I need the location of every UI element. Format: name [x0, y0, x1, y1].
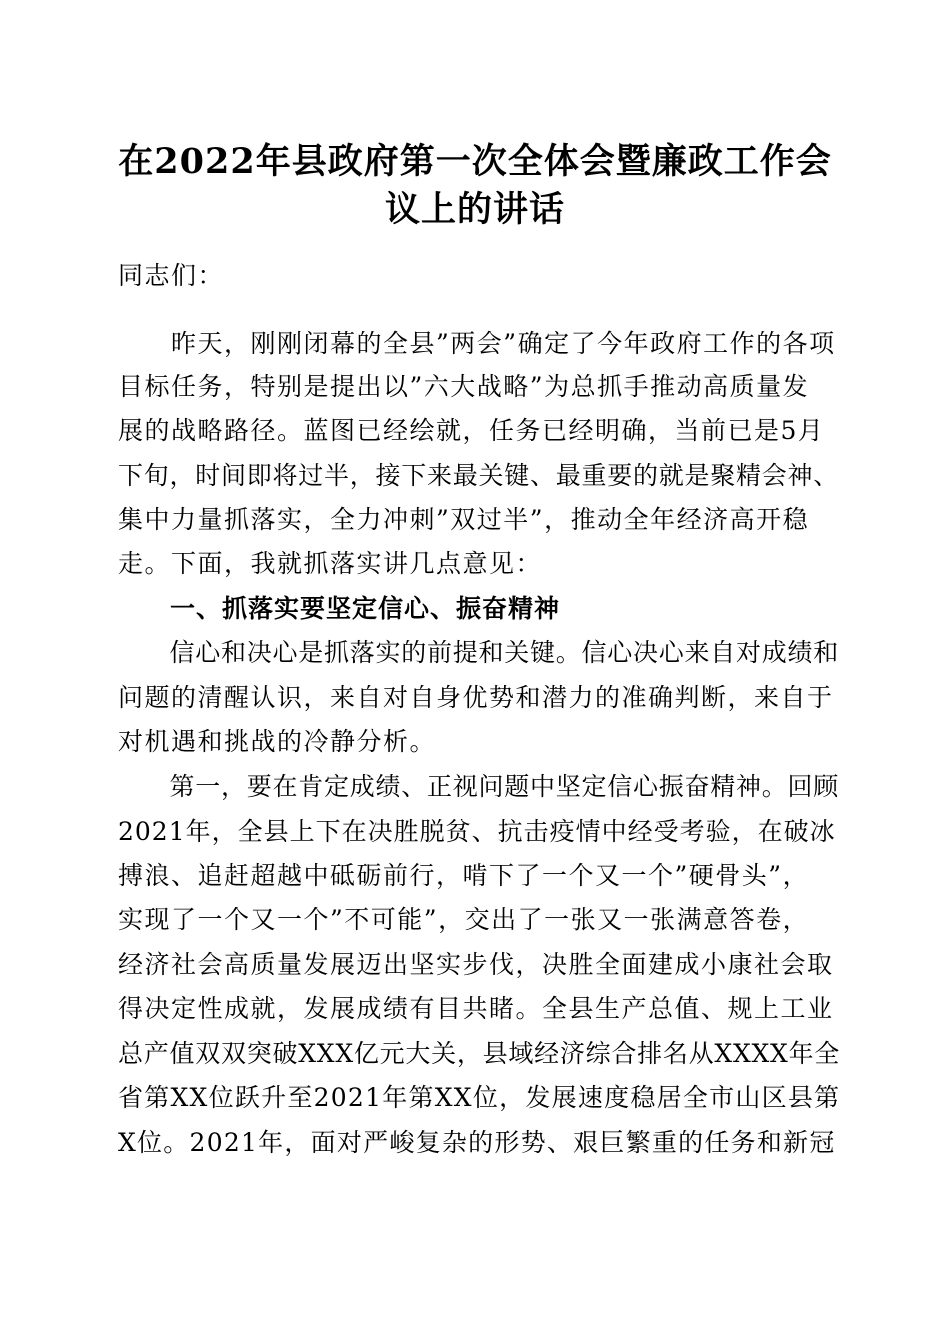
body-line: 问题的清醒认识，来自对自身优势和潜力的准确判断，来自于	[118, 683, 834, 712]
body-line: 省第XX位跃升至2021年第XX位，发展速度稳居全市山区县第	[118, 1083, 841, 1112]
body-line: 经济社会高质量发展迈出坚实步伐，决胜全面建成小康社会取	[118, 950, 834, 979]
body-line: 2021年，全县上下在决胜脱贫、抗击疫情中经受考验，在破冰	[118, 817, 836, 846]
body-line: 总产值双双突破XXX亿元大关，县域经济综合排名从XXXX年全	[118, 1039, 841, 1068]
salutation: 同志们：	[118, 261, 225, 290]
body-line: 目标任务，特别是提出以”六大战略”为总抓手推动高质量发	[118, 372, 810, 401]
body-line: 信心和决心是抓落实的前提和关键。信心决心来自对成绩和	[118, 638, 840, 667]
body-line: 下旬，时间即将过半，接下来最关键、最重要的就是聚精会神、	[118, 461, 840, 490]
body-line: 第一，要在肯定成绩、正视问题中坚定信心振奋精神。回顾	[118, 772, 840, 801]
body-line: 对机遇和挑战的冷静分析。	[118, 727, 437, 756]
body-line: X位。2021年，面对严峻复杂的形势、艰巨繁重的任务和新冠	[118, 1128, 836, 1157]
document-title-line-2: 议上的讲话	[384, 189, 565, 230]
body-line: 集中力量抓落实，全力冲刺”双过半”，推动全年经济高开稳	[118, 505, 810, 534]
body-line: 昨天，刚刚闭幕的全县”两会”确定了今年政府工作的各项	[118, 329, 836, 358]
section-heading: 一、抓落实要坚定信心、振奋精神	[118, 594, 561, 623]
body-line: 走。下面，我就抓落实讲几点意见：	[118, 549, 543, 578]
body-line: 展的战略路径。蓝图已经绘就，任务已经明确，当前已是5月	[118, 416, 825, 445]
body-line: 搏浪、追赶超越中砥砺前行，啃下了一个又一个”硬骨头”，	[118, 861, 810, 890]
document-title-line-1: 在2022年县政府第一次全体会暨廉政工作会	[118, 141, 832, 182]
body-line: 得决定性成就，发展成绩有目共睹。全县生产总值、规上工业	[118, 994, 834, 1023]
body-line: 实现了一个又一个”不可能”，交出了一张又一张满意答卷，	[118, 905, 810, 934]
